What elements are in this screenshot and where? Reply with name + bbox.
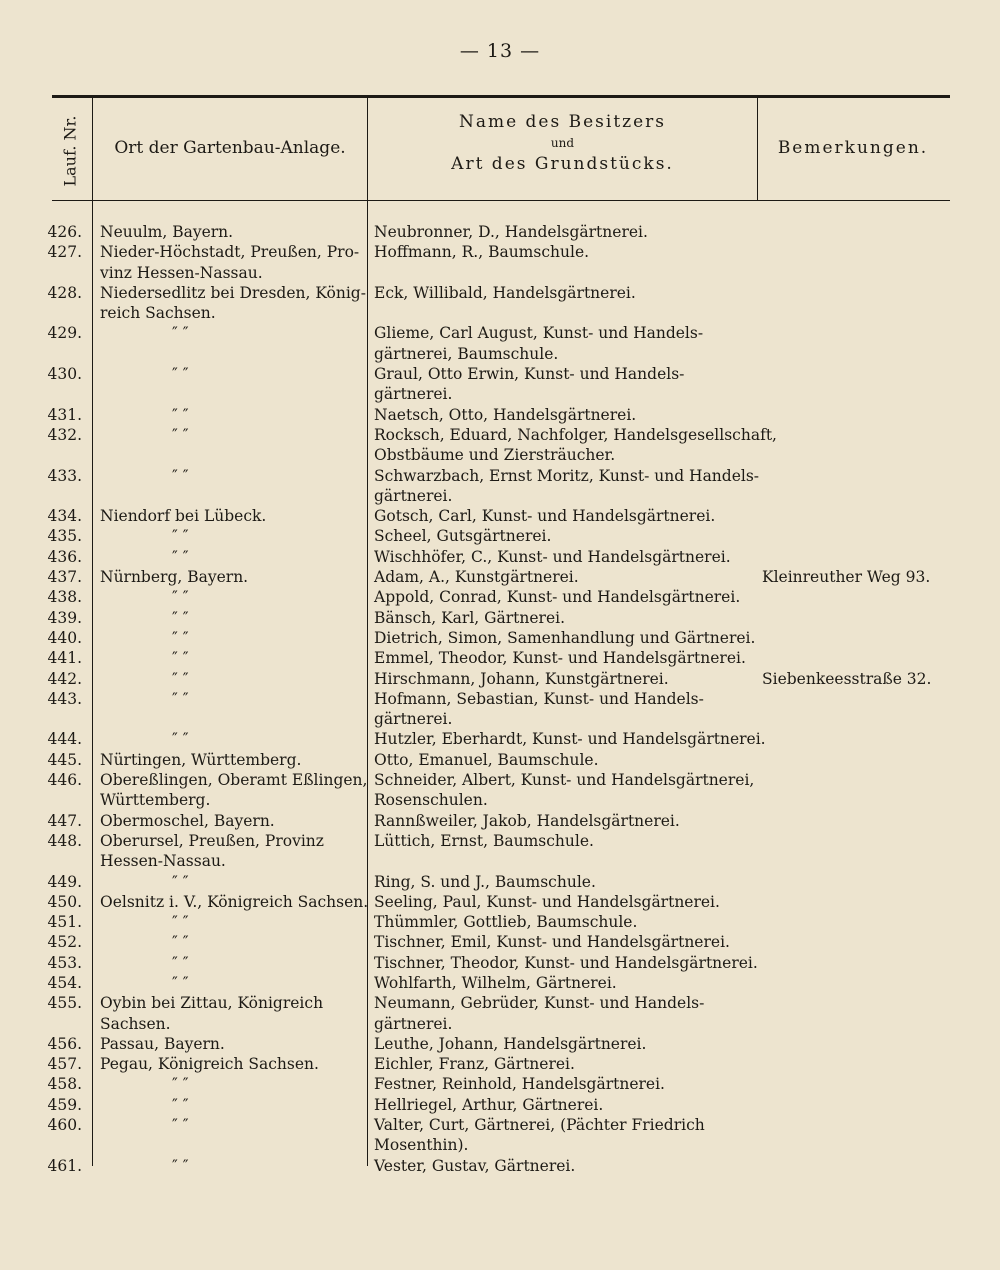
row-number: 449.: [47, 872, 82, 891]
table-row: [0, 953, 1000, 973]
location-cell: [100, 669, 362, 689]
owner-cell: [374, 1054, 752, 1074]
location-cell-line: ″ ″: [172, 324, 189, 343]
header-rule: [52, 200, 950, 201]
owner-cell: [374, 973, 752, 993]
table-row: [0, 283, 1000, 324]
owner-cell-line: Eichler, Franz, Gärtnerei.: [374, 1055, 575, 1074]
owner-cell: [374, 364, 752, 405]
table-row: [0, 831, 1000, 872]
table-row: [0, 932, 1000, 952]
owner-cell: [374, 932, 752, 952]
table-row: [0, 364, 1000, 405]
location-cell-line: ″ ″: [172, 689, 189, 708]
owner-cell-line: Tischner, Theodor, Kunst- und Handelsgärtnerei.: [374, 953, 758, 972]
row-number: 428.: [47, 283, 82, 302]
location-cell-line: Nürtingen, Württemberg.: [100, 750, 302, 769]
owner-cell: [374, 770, 755, 811]
row-number: 461.: [47, 1156, 82, 1175]
owner-cell-line: Ring, S. und J., Baumschule.: [374, 872, 596, 891]
location-cell: [100, 993, 362, 1034]
location-cell: [100, 831, 362, 872]
location-cell-line: Niendorf bei Lübeck.: [100, 507, 267, 526]
table-row: [0, 222, 1000, 242]
owner-cell-line: Leuthe, Johann, Handelsgärtnerei.: [374, 1034, 647, 1053]
location-cell-line: ″ ″: [172, 973, 189, 992]
table-row: [0, 811, 1000, 831]
row-number: 435.: [47, 527, 82, 546]
location-cell-line: Passau, Bayern.: [100, 1034, 225, 1053]
location-cell: [100, 364, 362, 384]
table-row: [0, 628, 1000, 648]
location-cell-line: Oybin bei Zittau, Königreich: [100, 994, 324, 1013]
location-cell-line: ″ ″: [172, 527, 189, 546]
table-row: [0, 1115, 1000, 1156]
row-number: 459.: [47, 1095, 82, 1114]
location-cell: [100, 973, 362, 993]
location-cell: [100, 466, 362, 486]
owner-cell: [374, 466, 760, 507]
remarks-cell: Siebenkeesstraße 32.: [762, 669, 932, 688]
header-ort: Ort der Gartenbau-Anlage.: [114, 138, 346, 158]
row-number: 445.: [47, 750, 82, 769]
row-number: 443.: [47, 689, 82, 708]
location-cell: [100, 242, 362, 283]
owner-cell-line: Rosenschulen.: [374, 791, 488, 810]
header-name-line3: Art des Grundstücks.: [451, 154, 674, 174]
location-cell: [100, 912, 362, 932]
table-row: [0, 750, 1000, 770]
owner-cell-line: Hirschmann, Johann, Kunstgärtnerei.: [374, 669, 669, 688]
remarks-cell: Kleinreuther Weg 93.: [762, 568, 931, 587]
row-number: 441.: [47, 649, 82, 668]
location-cell-line: Obermoschel, Bayern.: [100, 811, 275, 830]
table-row: [0, 242, 1000, 283]
location-cell: [100, 425, 362, 445]
table-row: [0, 892, 1000, 912]
header-nr: Lauf. Nr.: [60, 115, 80, 186]
owner-cell-line: Tischner, Emil, Kunst- und Handelsgärtnerei.: [374, 933, 730, 952]
owner-cell: [374, 750, 752, 770]
owner-cell-line: Hutzler, Eberhardt, Kunst- und Handelsgärtnerei.: [374, 730, 766, 749]
location-cell: [100, 323, 362, 343]
owner-cell-line: Appold, Conrad, Kunst- und Handelsgärtnerei.: [374, 588, 741, 607]
owner-cell: [374, 993, 752, 1034]
row-number: 448.: [47, 831, 82, 850]
location-cell-line: ″ ″: [172, 466, 189, 485]
owner-cell: [374, 892, 752, 912]
location-cell-line: ″ ″: [172, 608, 189, 627]
table-row: [0, 567, 1000, 587]
location-cell: [100, 1054, 362, 1074]
owner-cell-line: Mosenthin).: [374, 1136, 469, 1155]
row-number: 452.: [47, 933, 82, 952]
row-number: 426.: [47, 223, 82, 241]
row-number: 453.: [47, 953, 82, 972]
location-cell-line: ″ ″: [172, 872, 189, 891]
owner-cell-line: Festner, Reinhold, Handelsgärtnerei.: [374, 1075, 665, 1094]
owner-cell-line: Schwarzbach, Ernst Moritz, Kunst- und Handels-: [374, 466, 760, 485]
location-cell: [100, 283, 366, 324]
table-row: [0, 506, 1000, 526]
owner-cell: [374, 283, 752, 303]
table-row: [0, 648, 1000, 668]
table-row: [0, 689, 1000, 730]
owner-cell: [374, 953, 758, 973]
owner-cell: [374, 608, 752, 628]
owner-cell-line: Wohlfarth, Wilhelm, Gärtnerei.: [374, 973, 617, 992]
location-cell: [100, 547, 362, 567]
row-number: 430.: [47, 365, 82, 384]
location-cell: [100, 648, 362, 668]
location-cell-line: ″ ″: [172, 669, 189, 688]
top-rule: [52, 95, 950, 98]
owner-cell-line: Valter, Curt, Gärtnerei, (Pächter Friedrich: [374, 1116, 705, 1135]
location-cell: [100, 526, 362, 546]
owner-cell-line: Naetsch, Otto, Handelsgärtnerei.: [374, 405, 637, 424]
location-cell-line: ″ ″: [172, 1156, 189, 1175]
owner-cell-line: Hofmann, Sebastian, Kunst- und Handels-: [374, 689, 704, 708]
owner-cell-line: Rannßweiler, Jakob, Handelsgärtnerei.: [374, 811, 680, 830]
location-cell-line: ″ ″: [172, 649, 189, 668]
owner-cell: [374, 1095, 752, 1115]
location-cell: [100, 1074, 362, 1094]
table-row: [0, 872, 1000, 892]
row-number: 433.: [47, 466, 82, 485]
location-cell-line: Oelsnitz i. V., Königreich Sachsen.: [100, 892, 369, 911]
location-cell-line: vinz Hessen-Nassau.: [100, 263, 263, 282]
location-cell: [100, 405, 362, 425]
header-bemerkungen: Bemerkungen.: [777, 138, 929, 158]
row-number: 431.: [47, 405, 82, 424]
location-cell-line: ″ ″: [172, 1095, 189, 1114]
owner-cell-line: Bänsch, Karl, Gärtnerei.: [374, 608, 566, 627]
row-number: 437.: [47, 568, 82, 587]
owner-cell: [374, 587, 752, 607]
location-cell-line: Sachsen.: [100, 1014, 171, 1033]
owner-cell: [374, 912, 752, 932]
location-cell: [100, 872, 362, 892]
owner-cell: [374, 648, 752, 668]
location-cell: [100, 811, 362, 831]
location-cell-line: reich Sachsen.: [100, 304, 216, 323]
owner-cell: [374, 729, 766, 749]
owner-cell-line: gärtnerei.: [374, 710, 453, 729]
location-cell-line: Württemberg.: [100, 791, 211, 810]
table-row: [0, 608, 1000, 628]
location-cell-line: ″ ″: [172, 1075, 189, 1094]
location-cell: [100, 1156, 362, 1176]
location-cell-line: ″ ″: [172, 953, 189, 972]
owner-cell-line: Wischhöfer, C., Kunst- und Handelsgärtnerei.: [374, 547, 731, 566]
owner-cell: [374, 1034, 752, 1054]
location-cell: [100, 729, 362, 749]
owner-cell: [374, 811, 752, 831]
owner-cell-line: Neumann, Gebrüder, Kunst- und Handels-: [374, 994, 705, 1013]
owner-cell: [374, 669, 752, 689]
header-name-line1: Name des Besitzers: [458, 112, 667, 132]
owner-cell: [374, 405, 752, 425]
row-number: 440.: [47, 628, 82, 647]
owner-cell-line: Dietrich, Simon, Samenhandlung und Gärtnerei.: [374, 628, 756, 647]
location-cell: [100, 892, 369, 912]
owner-cell-line: Glieme, Carl August, Kunst- und Handels-: [374, 324, 704, 343]
owner-cell-line: Lüttich, Ernst, Baumschule.: [374, 831, 594, 850]
owner-cell: [374, 323, 752, 364]
row-number: 429.: [47, 324, 82, 343]
owner-cell-line: Emmel, Theodor, Kunst- und Handelsgärtnerei.: [374, 649, 746, 668]
location-cell-line: Hessen-Nassau.: [100, 852, 226, 871]
table-row: [0, 669, 1000, 689]
owner-cell: [374, 222, 752, 242]
owner-cell-line: Obstbäume und Ziersträucher.: [374, 446, 616, 465]
table-row: [0, 323, 1000, 364]
location-cell-line: Obereßlingen, Oberamt Eßlingen,: [100, 771, 368, 790]
location-cell-line: ″ ″: [172, 547, 189, 566]
row-number: 444.: [47, 730, 82, 749]
table-row: [0, 729, 1000, 749]
row-number: 460.: [47, 1116, 82, 1135]
header-nr-cell: [50, 108, 90, 193]
owner-cell-line: Graul, Otto Erwin, Kunst- und Handels-: [374, 365, 685, 384]
owner-cell: [374, 1115, 752, 1156]
location-cell: [100, 506, 362, 526]
location-cell-line: ″ ″: [172, 933, 189, 952]
table-row: [0, 425, 1000, 466]
location-cell-line: ″ ″: [172, 913, 189, 932]
row-number: 439.: [47, 608, 82, 627]
owner-cell-line: Otto, Emanuel, Baumschule.: [374, 750, 599, 769]
row-number: 438.: [47, 588, 82, 607]
table-body: [0, 222, 1000, 1176]
location-cell-line: ″ ″: [172, 730, 189, 749]
owner-cell: [374, 242, 752, 262]
owner-cell: [374, 689, 752, 730]
row-number: 432.: [47, 425, 82, 444]
owner-cell-line: gärtnerei.: [374, 385, 453, 404]
owner-cell-line: gärtnerei.: [374, 1014, 453, 1033]
table-row: [0, 547, 1000, 567]
location-cell: [100, 628, 362, 648]
owner-cell-line: Rocksch, Eduard, Nachfolger, Handelsgesellschaft,: [374, 425, 777, 444]
location-cell-line: Niedersedlitz bei Dresden, König-: [100, 283, 366, 302]
table-row: [0, 1034, 1000, 1054]
location-cell-line: Oberursel, Preußen, Provinz: [100, 831, 324, 850]
header-name: [368, 110, 757, 176]
owner-cell-line: Scheel, Gutsgärtnerei.: [374, 527, 552, 546]
owner-cell-line: Neubronner, D., Handelsgärtnerei.: [374, 223, 648, 241]
location-cell: [100, 770, 368, 811]
location-cell-line: Neuulm, Bayern.: [100, 223, 234, 241]
owner-cell: [374, 526, 752, 546]
table-row: [0, 526, 1000, 546]
location-cell: [100, 608, 362, 628]
location-cell: [100, 567, 362, 587]
table-row: [0, 1074, 1000, 1094]
table-row: [0, 405, 1000, 425]
owner-cell-line: gärtnerei.: [374, 486, 453, 505]
owner-cell-line: Vester, Gustav, Gärtnerei.: [374, 1156, 576, 1175]
table-row: [0, 912, 1000, 932]
location-cell-line: ″ ″: [172, 588, 189, 607]
location-cell-line: Nürnberg, Bayern.: [100, 568, 249, 587]
owner-cell: [374, 567, 752, 587]
location-cell-line: ″ ″: [172, 628, 189, 647]
location-cell: [100, 953, 362, 973]
owner-cell-line: Schneider, Albert, Kunst- und Handelsgärtnerei,: [374, 771, 755, 790]
table-row: [0, 466, 1000, 507]
row-number: 458.: [47, 1075, 82, 1094]
row-number: 454.: [47, 973, 82, 992]
location-cell-line: ″ ″: [172, 405, 189, 424]
row-number: 450.: [47, 892, 82, 911]
row-number: 446.: [47, 771, 82, 790]
row-number: 456.: [47, 1034, 82, 1053]
location-cell: [100, 222, 362, 242]
location-cell: [100, 1115, 362, 1135]
owner-cell: [374, 425, 777, 466]
location-cell: [100, 587, 362, 607]
location-cell: [100, 750, 362, 770]
table-row: [0, 587, 1000, 607]
owner-cell-line: Thümmler, Gottlieb, Baumschule.: [374, 913, 638, 932]
location-cell: [100, 1095, 362, 1115]
owner-cell: [374, 1074, 752, 1094]
owner-cell-line: Gotsch, Carl, Kunst- und Handelsgärtnerei.: [374, 507, 716, 526]
row-number: 447.: [47, 811, 82, 830]
location-cell-line: Pegau, Königreich Sachsen.: [100, 1055, 319, 1074]
table-row: [0, 1054, 1000, 1074]
page-number: — 13 —: [459, 40, 541, 62]
owner-cell: [374, 547, 752, 567]
table-row: [0, 993, 1000, 1034]
location-cell-line: Nieder-Höchstadt, Preußen, Pro-: [100, 243, 360, 262]
location-cell-line: ″ ″: [172, 425, 189, 444]
row-number: 434.: [47, 507, 82, 526]
header-name-line2: und: [550, 136, 575, 150]
table-row: [0, 1156, 1000, 1176]
owner-cell-line: gärtnerei, Baumschule.: [374, 344, 559, 363]
owner-cell-line: Adam, A., Kunstgärtnerei.: [374, 568, 579, 587]
owner-cell: [374, 831, 752, 851]
table-row: [0, 770, 1000, 811]
owner-cell: [374, 1156, 752, 1176]
owner-cell-line: Hellriegel, Arthur, Gärtnerei.: [374, 1095, 604, 1114]
row-number: 436.: [47, 547, 82, 566]
table-row: [0, 1095, 1000, 1115]
owner-cell-line: Hoffmann, R., Baumschule.: [374, 243, 590, 262]
location-cell: [100, 1034, 362, 1054]
row-number: 451.: [47, 913, 82, 932]
row-number: 455.: [47, 994, 82, 1013]
row-number: 442.: [47, 669, 82, 688]
owner-cell: [374, 506, 752, 526]
location-cell: [100, 932, 362, 952]
owner-cell: [374, 628, 756, 648]
location-cell-line: ″ ″: [172, 1116, 189, 1135]
owner-cell-line: Seeling, Paul, Kunst- und Handelsgärtnerei.: [374, 892, 720, 911]
location-cell: [100, 689, 362, 709]
row-number: 457.: [47, 1055, 82, 1074]
row-number: 427.: [47, 243, 82, 262]
location-cell-line: ″ ″: [172, 365, 189, 384]
table-row: [0, 973, 1000, 993]
owner-cell-line: Eck, Willibald, Handelsgärtnerei.: [374, 283, 636, 302]
owner-cell: [374, 872, 752, 892]
